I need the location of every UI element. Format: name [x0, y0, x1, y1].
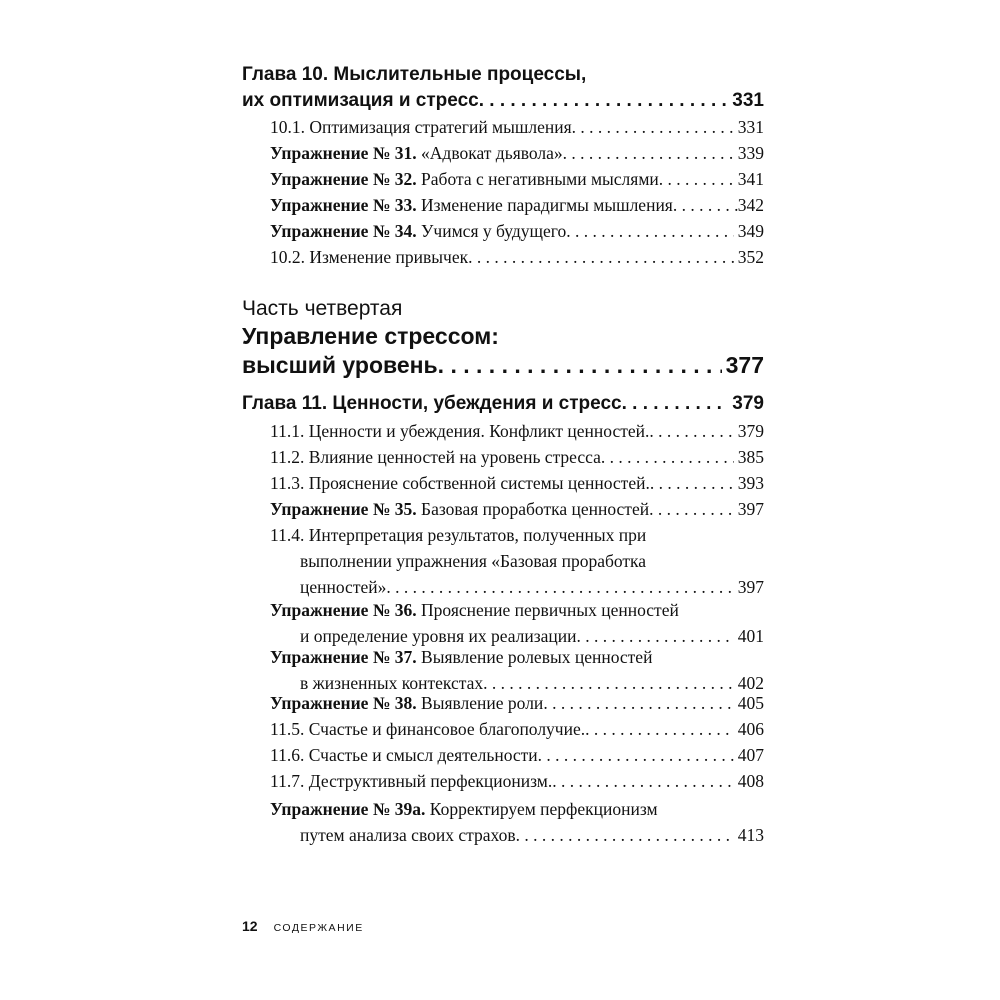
leader-dots — [552, 768, 734, 794]
entry-page: 405 — [737, 693, 764, 713]
entry-prefix: Упражнение № 36. — [270, 600, 417, 620]
leader-dots — [650, 470, 734, 496]
entry-page: 331 — [737, 117, 764, 137]
entry-prefix: Упражнение № 37. — [270, 647, 417, 667]
entry-page: 349 — [737, 221, 764, 241]
toc-entry — [270, 644, 764, 696]
entry-text: Прояснение первичных ценностей — [421, 600, 679, 620]
toc-entry — [270, 522, 764, 600]
entry-page: 413 — [737, 825, 764, 845]
entry-text-continued: путем анализа своих страхов — [300, 825, 516, 845]
toc-entry — [270, 192, 764, 218]
leader-dots — [572, 114, 734, 140]
chapter-10-title-line1: Глава 10. Мыслительные процессы, — [242, 64, 587, 85]
running-header: СОДЕРЖАНИЕ — [273, 922, 364, 934]
toc-entry — [270, 218, 764, 244]
entry-text: Базовая проработка ценностей — [421, 499, 650, 519]
entry-text: Учимся у будущего — [421, 221, 567, 241]
toc-entry — [270, 496, 764, 522]
leader-dots — [585, 716, 734, 742]
entry-page: 401 — [737, 626, 764, 646]
entry-text-continued: в жизненных контекстах — [300, 673, 484, 693]
leader-dots — [563, 140, 734, 166]
entry-prefix: Упражнение № 35. — [270, 499, 417, 519]
chapter-10-heading — [242, 62, 764, 114]
entry-page: 406 — [737, 719, 764, 739]
leader-dots — [438, 351, 722, 380]
leader-dots — [479, 88, 729, 114]
entry-text: 11.2. Влияние ценностей на уровень стресса — [270, 447, 601, 467]
part-4-heading — [242, 296, 764, 380]
leader-dots — [659, 166, 734, 192]
leader-dots — [543, 690, 733, 716]
chapter-11-title: Глава 11. Ценности, убеждения и стресс — [242, 393, 622, 414]
page-number: 12 — [242, 918, 258, 934]
entry-prefix: Упражнение № 38. — [270, 693, 417, 713]
chapter-10-title-line2: их оптимизация и стресс — [242, 90, 479, 111]
entry-text-continued: и определение уровня их реализации — [300, 626, 577, 646]
toc-entry — [270, 418, 764, 444]
toc-entry — [270, 470, 764, 496]
toc-entry — [270, 444, 764, 470]
entry-page: 397 — [737, 577, 764, 597]
entry-text: «Адвокат дьявола» — [421, 143, 563, 163]
chapter-11-page: 379 — [732, 393, 764, 414]
entry-page: 339 — [737, 143, 764, 163]
entry-text: 11.6. Счастье и смысл деятельности — [270, 745, 538, 765]
entry-text: 11.3. Прояснение собственной системы ценностей. — [270, 473, 650, 493]
chapter-11-heading — [242, 391, 764, 417]
entry-text: 11.5. Счастье и финансовое благополучие. — [270, 719, 586, 739]
entry-text: Выявление роли — [421, 693, 544, 713]
entry-page: 402 — [737, 673, 764, 693]
entry-text: 10.2. Изменение привычек — [270, 247, 469, 267]
entry-text: Работа с негативными мыслями — [421, 169, 659, 189]
chapter-10-page: 331 — [732, 90, 764, 111]
entry-text-continued: ценностей» — [300, 577, 387, 597]
entry-page: 341 — [737, 169, 764, 189]
leader-dots — [516, 822, 734, 848]
toc-entry — [270, 244, 764, 270]
toc-entry — [270, 796, 764, 848]
leader-dots — [566, 218, 733, 244]
entry-text: 10.1. Оптимизация стратегий мышления — [270, 117, 572, 137]
entry-text: 11.1. Ценности и убеждения. Конфликт ценностей. — [270, 421, 650, 441]
toc-entry — [270, 716, 764, 742]
entry-prefix: Упражнение № 33. — [270, 195, 417, 215]
leader-dots — [538, 742, 734, 768]
toc-entry — [270, 140, 764, 166]
entry-text: Выявление ролевых ценностей — [421, 647, 653, 667]
entry-text: 11.7. Деструктивный перфекционизм. — [270, 771, 553, 791]
entry-prefix: Упражнение № 31. — [270, 143, 417, 163]
entry-page: 385 — [737, 447, 764, 467]
entry-page: 393 — [737, 473, 764, 493]
leader-dots — [649, 496, 734, 522]
toc-entry — [270, 742, 764, 768]
leader-dots — [649, 418, 733, 444]
leader-dots — [468, 244, 734, 270]
leader-dots — [622, 391, 729, 417]
toc-entry — [270, 768, 764, 794]
entry-page: 352 — [737, 247, 764, 267]
entry-text: Корректируем перфекционизм — [429, 799, 658, 819]
entry-text: 11.4. Интерпретация результатов, полученных при — [270, 525, 647, 545]
page-footer — [242, 918, 364, 934]
part-page: 377 — [725, 352, 764, 378]
entry-text: Изменение парадигмы мышления — [421, 195, 673, 215]
entry-prefix: Упражнение № 32. — [270, 169, 417, 189]
toc-entry — [270, 166, 764, 192]
leader-dots — [673, 192, 738, 218]
entry-prefix: Упражнение № 34. — [270, 221, 417, 241]
entry-prefix: Упражнение № 39а. — [270, 799, 426, 819]
leader-dots — [601, 444, 734, 470]
part-title-line2: высший уровень — [242, 352, 438, 378]
toc-entry — [270, 690, 764, 716]
entry-page: 342 — [737, 195, 764, 215]
entry-page: 397 — [737, 499, 764, 519]
entry-page: 379 — [737, 421, 764, 441]
entry-page: 407 — [737, 745, 764, 765]
part-label: Часть четвертая — [242, 297, 403, 320]
toc-entry — [270, 597, 764, 649]
toc-entry — [270, 114, 764, 140]
entry-page: 408 — [737, 771, 764, 791]
entry-text-continued: выполнении упражнения «Базовая проработка — [300, 551, 647, 571]
part-title-line1: Управление стрессом: — [242, 323, 499, 349]
